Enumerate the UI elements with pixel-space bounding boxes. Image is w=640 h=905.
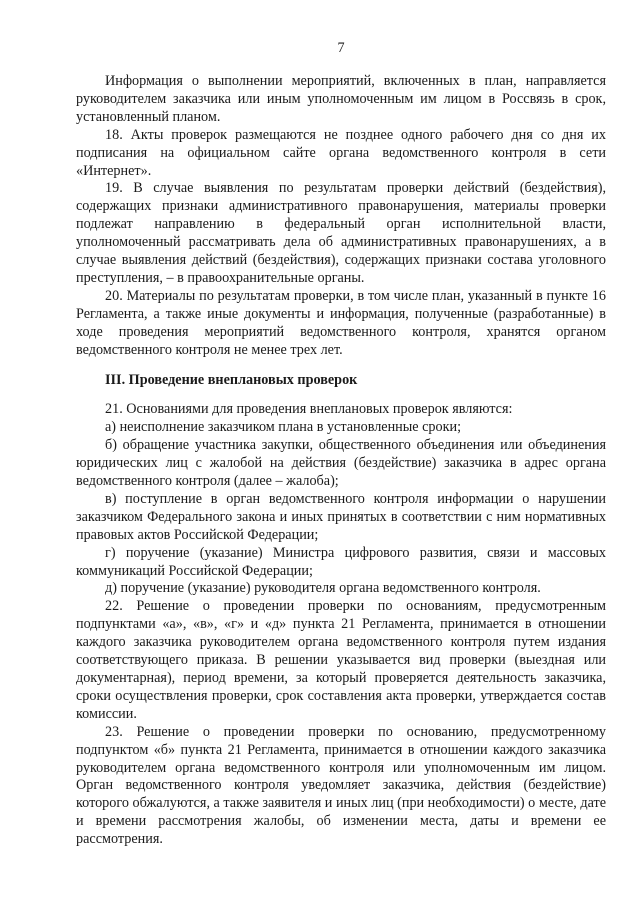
paragraph-19: 19. В случае выявления по результатам проверки действий (бездействия), содержащих признаки административного правонарушения, материалы проверки подлежат направлению в федеральный орган исполнительной власти, уполномоченный рассматривать дела об административных правонарушениях, а в случае выявления действий (бездействия), содержащих признаки состава уголовного преступления, – в правоохранительные органы. <box>76 180 606 286</box>
paragraph-21-d: д) поручение (указание) руководителя органа ведомственного контроля. <box>105 580 541 597</box>
paragraph-21: 21. Основаниями для проведения внеплановых проверок являются: <box>105 401 513 418</box>
paragraph-21-v: в) поступление в орган ведомственного контроля информации о нарушении заказчиком Федерального закона и иных принятых в соответствии с ним нормативных правовых актов Российской Федерации; <box>76 490 606 543</box>
paragraph-21-b: б) обращение участника закупки, общественного объединения или объединения юридических лиц с жалобой на действия (бездействие) заказчика в адрес органа ведомственного контроля (далее – жалоба); <box>76 437 606 490</box>
paragraph-21-a: а) неисполнение заказчиком плана в установленные сроки; <box>105 419 462 436</box>
section-title: III. Проведение внеплановых проверок <box>105 371 358 388</box>
document-body <box>76 73 606 849</box>
paragraph-23: 23. Решение о проведении проверки по основанию, предусмотренному подпунктом «б» пункта 21 Регламента, принимается в отношении каждого заказчика руководителем органа ведомственного контроля или уполномоченным им лицом. Орган ведомственного контроля уведомляет заказчика, действия (бездействие) которого обжалуются, а также заявителя и иных лиц (при необходимости) о месте, дате и времени рассмотрения жалобы, об изменении места, даты и времени ее рассмотрения. <box>76 723 606 848</box>
paragraph-22: 22. Решение о проведении проверки по основаниям, предусмотренным подпунктами «а», «в», «г» и «д» пункта 21 Регламента, принимается в отношении каждого заказчика руководителем органа ведомственного контроля путем издания соответствующего приказа. В решении указывается вид проверки (выездная или документарная), период времени, за который проверяется деятельность заказчика, сроки осуществления проверки, срок составления акта проверки, утверждается состав комиссии. <box>76 598 606 722</box>
paragraph-plan-info: Информация о выполнении мероприятий, включенных в план, направляется руководителем заказчика или иным уполномоченным им лицом в Россвязь в срок, установленный планом. <box>76 73 606 125</box>
paragraph-18: 18. Акты проверок размещаются не позднее одного рабочего дня со дня их подписания на официальном сайте органа ведомственного контроля в сети «Интернет». <box>76 126 606 179</box>
paragraph-20: 20. Материалы по результатам проверки, в том числе план, указанный в пункте 16 Регламента, а также иные документы и информация, полученные (разработанные) в ходе проведения мероприятий ведомственного контроля, хранятся органом ведомственного контроля не менее трех лет. <box>76 287 606 358</box>
page-number: 7 <box>337 40 345 56</box>
paragraph-21-g: г) поручение (указание) Министра цифрового развития, связи и массовых коммуникаций Российской Федерации; <box>76 544 606 579</box>
